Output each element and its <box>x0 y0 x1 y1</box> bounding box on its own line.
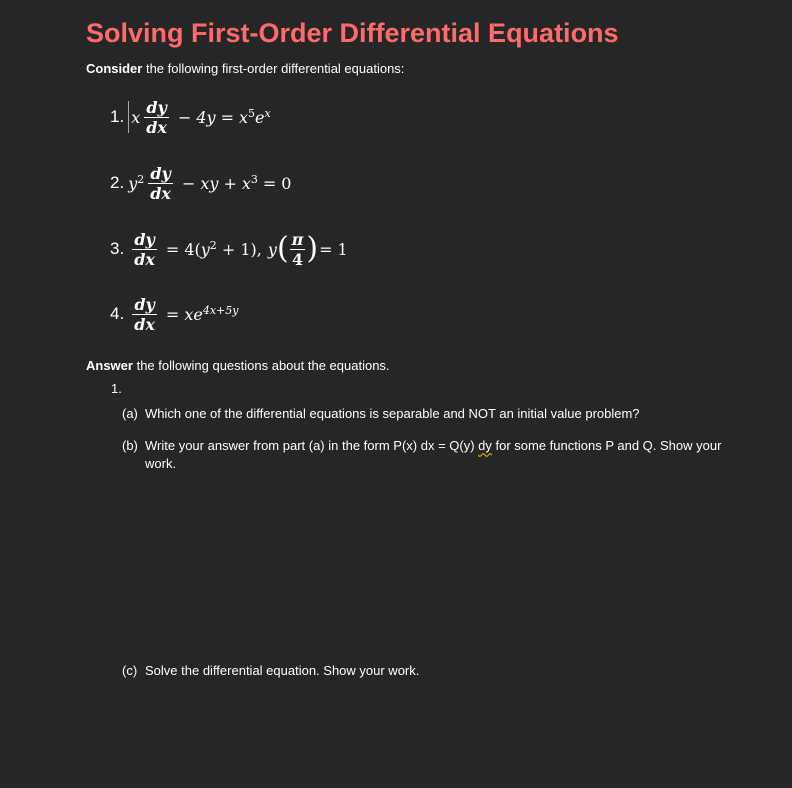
part-text: Solve the differential equation. Show your work. <box>145 663 420 678</box>
frac-denominator: dx <box>134 249 155 269</box>
part-text: Which one of the differential equations is separable and NOT an initial value problem? <box>145 406 640 421</box>
term-xe: xe <box>184 304 203 324</box>
equation-number: 3. <box>110 239 125 258</box>
part-text-after: for some functions P and Q. Show your work. <box>145 438 722 471</box>
term-4y: 4y <box>196 107 216 127</box>
fraction-dy-dx <box>132 295 157 334</box>
frac-denominator: dx <box>134 314 155 334</box>
num-1: 1 <box>337 239 348 259</box>
frac-numerator: dy <box>150 163 171 183</box>
var-x: x <box>241 173 251 193</box>
answer-intro-text <box>86 358 390 373</box>
intro-bold: Consider <box>86 61 143 76</box>
op-equals: = <box>220 107 234 127</box>
term-plus-1: + 1), <box>216 239 262 259</box>
equation-2 <box>110 158 291 208</box>
equation-3-math <box>128 230 348 269</box>
op-equals: = <box>262 173 277 193</box>
exp-2: 2 <box>137 172 145 186</box>
question-number: 1. <box>111 381 122 396</box>
term-xy: xy <box>200 173 219 193</box>
equation-number: 2. <box>110 173 125 192</box>
equation-1 <box>110 92 271 142</box>
frac-numerator: dy <box>134 294 155 314</box>
var-x: x <box>131 107 141 127</box>
frac-numerator: π <box>291 229 304 249</box>
fraction-dy-dx <box>144 98 169 137</box>
equation-2-math <box>128 164 291 203</box>
frac-denominator: dx <box>146 117 167 137</box>
page-title: Solving First-Order Differential Equations <box>86 18 619 48</box>
exp-4x-5y: 4x+5y <box>202 303 239 317</box>
var-y: y <box>267 239 277 259</box>
part-label: (a) <box>122 406 138 421</box>
exp-2: 2 <box>209 238 217 252</box>
frac-denominator: 4 <box>291 249 304 269</box>
answer-rest: the following questions about the equations. <box>132 358 390 373</box>
question-part-a <box>122 405 722 423</box>
op-equals: = <box>165 304 180 324</box>
part-text-before: Write your answer from part (a) in the form <box>145 438 394 453</box>
text-cursor-icon <box>128 101 129 133</box>
question-part-b <box>122 437 722 473</box>
part-label: (b) <box>122 438 138 453</box>
answer-bold: Answer <box>86 358 133 373</box>
op-minus: − <box>181 173 196 193</box>
var-y: y <box>128 173 138 193</box>
equation-number: 4. <box>110 304 125 323</box>
var-x: x <box>238 107 249 127</box>
var-y: y <box>200 239 210 259</box>
paren-open: ( <box>276 231 289 266</box>
frac-numerator: dy <box>146 97 167 117</box>
paren-close: ) <box>306 231 319 266</box>
equation-1-math <box>128 98 271 137</box>
part-formula: P(x) dx = Q(y) <box>393 438 479 453</box>
exp-5: 5 <box>248 106 256 120</box>
frac-denominator: dx <box>150 183 171 203</box>
fraction-dy-dx <box>132 230 157 269</box>
op-equals: = <box>165 239 180 259</box>
intro-text <box>86 61 404 76</box>
spellcheck-underlined-word: dy <box>478 438 492 453</box>
question-part-c <box>122 662 722 680</box>
frac-numerator: dy <box>134 229 155 249</box>
fraction-dy-dx <box>148 164 173 203</box>
term-4-paren: 4( <box>184 239 201 259</box>
exp-3: 3 <box>250 172 258 186</box>
equation-3 <box>110 224 348 274</box>
op-equals: = <box>319 239 333 259</box>
intro-rest: the following first-order differential equations: <box>142 61 405 76</box>
part-text <box>145 437 722 473</box>
op-plus: + <box>223 173 237 193</box>
equation-number: 1. <box>110 107 125 126</box>
var-e: e <box>255 107 265 127</box>
fraction-pi-4 <box>290 230 306 269</box>
equation-4 <box>110 289 238 339</box>
num-0: 0 <box>281 173 292 193</box>
exp-x: x <box>264 106 271 120</box>
equation-4-math <box>128 295 238 334</box>
part-label: (c) <box>122 663 138 678</box>
op-minus: − <box>177 107 192 127</box>
